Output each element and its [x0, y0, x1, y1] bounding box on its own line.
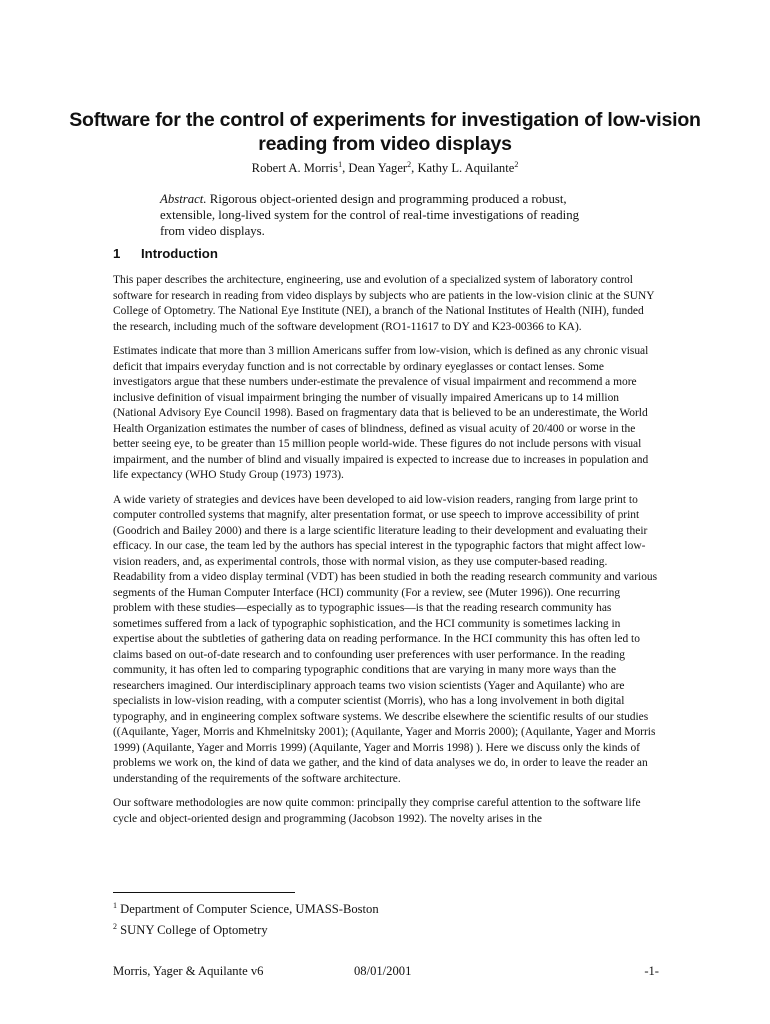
affiliation-mark: 2	[514, 160, 519, 169]
footer-date: 08/01/2001	[354, 964, 412, 978]
footnote-text: SUNY College of Optometry	[120, 923, 268, 938]
footnote-divider	[113, 892, 295, 893]
abstract-text: Rigorous object-oriented design and programming produced a robust, extensible, long-lived system for the control of real-time investigations of reading from video displays.	[160, 192, 579, 238]
footnote-mark: 1	[113, 901, 117, 910]
author-name: Kathy L. Aquilante	[417, 161, 515, 176]
paragraph: A wide variety of strategies and devices have been developed to aid low-vision readers, ranging from large print to computer controlled systems that magnify, alter presentation format, or use speech to improve accessibility of print (Goodrich and Bailey 2000) and there is a large scientific literature leading to their development and evaluating their efficacy. In our case, the team led by the authors has special interest in the typographic factors that might affect low-vision readers, and, as experimental controls, those with normal vision, as they use computer-based reading. Readability from a video display terminal (VDT) has been studied in both the reading research community and various segments of the Human Computer Interface (HCI) community (For a review, see (Muter 1996)). One recurring problem with these studies—especially as to typographic issues—is that the reading research community has sometimes suffered from a lack of typographic sophistication, and the HCI community is sometimes lacking in expertise about the subtleties of gathering data on reading performance. In the HCI community this has often led to claims based on out-of-date research and to confounding user preferences with user performance. In the reading community, it has often led to comparing typographic conditions that are varying in many more ways than the researchers imagined. Our interdisciplinary approach teams two vision scientists (Yager and Aquilante) who are specialists in low-vision reading, with a computer scientist (Morris), who has a long involvement in both digital typography, and in engineering complex software systems. We describe elsewhere the scientific results of our studies ((Aquilante, Yager, Morris and Khmelnitsky 2001); (Aquilante, Yager and Morris 2000); (Aquilante, Yager and Morris 1999) (Aquilante, Yager and Morris 1999) (Aquilante, Yager and Morris 1998) ). Here we discuss only the kinds of problems we work on, the kind of data we gather, and the kind of data analyses we do, in order to leave the reader an understanding of the requirements of the software architecture.	[113, 493, 658, 785]
section-number: 1	[113, 246, 121, 261]
section-title: Introduction	[141, 246, 218, 261]
paragraph: Our software methodologies are now quite common: principally they comprise careful attention to the software life cycle and object-oriented design and programming (Jacobson 1992). The novelty arises in the	[113, 797, 641, 825]
paragraph: Estimates indicate that more than 3 million Americans suffer from low-vision, which is defined as any chronic visual deficit that impairs everyday function and is not correctable by ordinary eyeglasses or contact lenses. Some investigators argue that these numbers under-estimate the prevalence of visual impairment and recommend a more inclusive definition of visual impairment bringing the number of visually impaired Americans up to 14 million (National Advisory Eye Council 1998). Based on fragmentary data that is believed to be an underestimate, the World Health Organization estimates the number of cases of blindness, defined as visual acuity of 20/400 or worse in the better seeing eye, to be greater than 15 million people world-wide. These figures do not include persons with visual impairment, and the number of blind and visually impaired is expected to increase due to increases in population and life expectancy (WHO Study Group (1973) 1973).	[113, 345, 649, 481]
footer-authors: Morris, Yager & Aquilante v6	[113, 964, 264, 978]
author-name: Robert A. Morris	[251, 161, 339, 176]
footnote-text: Department of Computer Science, UMASS-Boston	[120, 902, 379, 917]
section-heading	[113, 246, 218, 262]
footnote	[113, 897, 659, 918]
author-name: Dean Yager	[348, 161, 408, 176]
paper-title: Software for the control of experiments for investigation of low-vision reading from video displays	[69, 109, 701, 155]
footnote	[113, 918, 659, 939]
body-text	[113, 273, 659, 836]
affiliation-mark: 2	[407, 160, 412, 169]
footnotes	[113, 897, 659, 939]
author-line: Robert A. Morris$^1$, Dean Yager$^2$, Kathy L. Aquilante$^2$	[251, 160, 519, 176]
affiliation-mark: 1	[338, 160, 343, 169]
page-number: -1-	[644, 964, 659, 978]
footnote-mark: 2	[113, 922, 117, 932]
paragraph: This paper describes the architecture, engineering, use and evolution of a specialized system of laboratory control software for research in reading from video displays by subjects who are patients in the low-vision clinic at the SUNY College of Optometry. The National Eye Institute (NEI), a branch of the National Institutes of Health (NIH), funded the research, including much of the software development (RO1-11617 to DY and K23-00366 to KA).	[113, 274, 655, 333]
abstract	[160, 191, 590, 239]
abstract-label: Abstract.	[160, 192, 207, 206]
